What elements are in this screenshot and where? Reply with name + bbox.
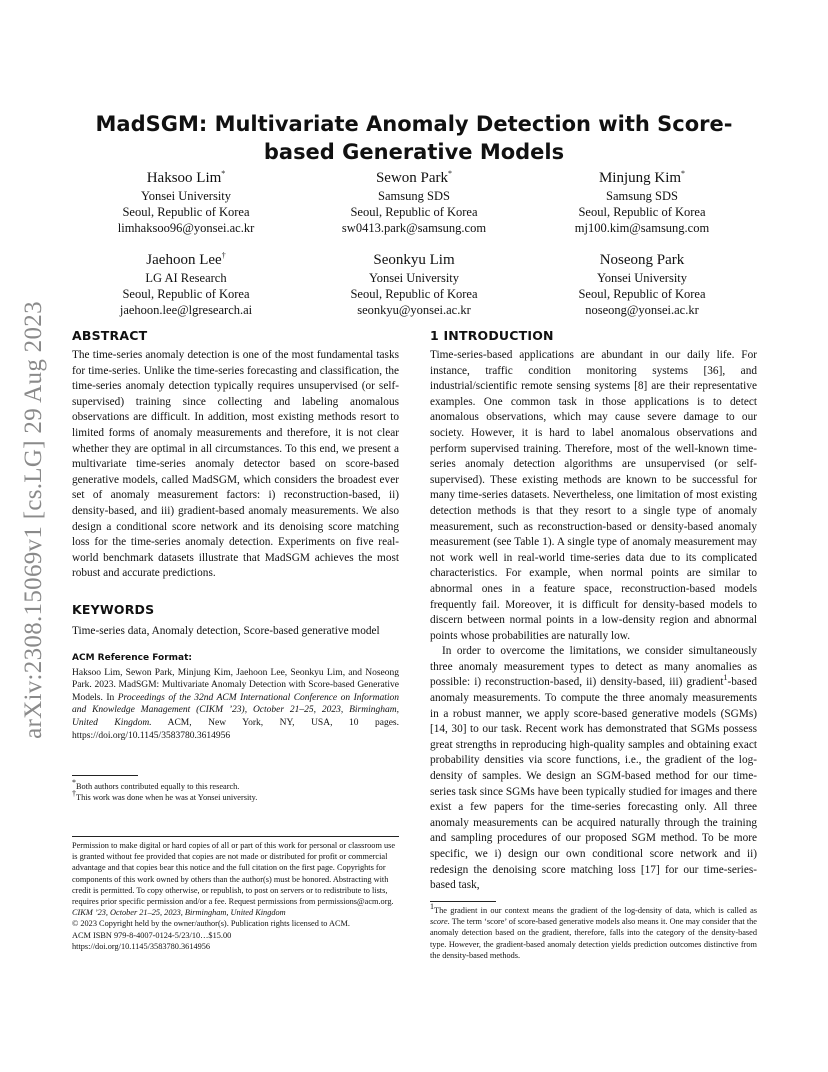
author-notes-rule bbox=[72, 775, 138, 776]
arxiv-id-text: arXiv:2308.15069v1 [cs.LG] 29 Aug 2023 bbox=[20, 301, 47, 739]
abstract-heading: ABSTRACT bbox=[72, 328, 148, 343]
author-name: Seonkyu Lim bbox=[373, 252, 455, 268]
abstract-text: The time-series anomaly detection is one of the most fundamental tasks for time-series. Unlike the time-series forecasting and classification, the time-series anomaly detection typically requires unsupervised (or self-supervised) training since collecting and labeling anomalous observations are difficult. In addition, most existing methods resort to limited forms of anomaly measurements and therefore, it is not clear whether they are optimal in all circumstances. To this end, we present a multivariate time-series anomaly detector based on score-based generative models, called MadSGM, which considers the broadest ever set of anomaly measurement factors: i) reconstruction-based, ii) density-based, and iii) gradient-based anomaly measurements. We also design a conditional score network and its denoising score matching loss for the time-series anomaly detection. Experiments on five real-world benchmark datasets illustrate that MadSGM achieves the most robust and accurate predictions. bbox=[72, 349, 399, 580]
author-mark: † bbox=[221, 251, 226, 260]
footnote-ref[interactable]: 1 bbox=[723, 673, 728, 683]
author-mark: * bbox=[681, 169, 686, 178]
keywords-heading: KEYWORDS bbox=[72, 602, 155, 617]
footnote-text: $^1$The gradient in our context means the gradient of the log-density of data, which is called as score. The term ‘score’ of score-based generative models also means it. One may consider that the anomaly detection based on the gradient, therefore, falls into the category of the density-based type. However, the gradient-based anomaly detection yields prediction outcomes distinctive from the density-based methods. bbox=[430, 902, 757, 960]
author-block bbox=[72, 250, 300, 319]
permission-text: Permission to make digital or hard copies of all or part of this work for personal or classroom use is granted without fee provided that copies are not made or distributed for profit or commercial advantage and that copies bear this notice and the full citation on the first page. Copyrights for components of this work owned by others than the author(s) must be honored. Abstracting with credit is permitted. To copy otherwise, or republish, to post on servers or to redistribute to lists, requires prior specific permission and/or a fee. Request permissions from permissions@acm.org. bbox=[72, 841, 396, 907]
abstract-section bbox=[72, 328, 399, 582]
footnote-1 bbox=[430, 902, 757, 961]
author-affiliation: Yonsei University bbox=[368, 271, 460, 285]
author-email[interactable]: mj100.kim@samsung.com bbox=[574, 221, 710, 236]
permission-rule bbox=[72, 836, 399, 837]
author-affiliation: Samsung SDS bbox=[378, 189, 450, 203]
permission-copyright: © 2023 Copyright held by the owner/author(s). Publication rights licensed to ACM. bbox=[72, 919, 350, 929]
reference-format-text: Haksoo Lim, Sewon Park, Minjung Kim, Jaehoon Lee, Seonkyu Lim, and Noseong Park. 2023. MadSGM: Multivariate Anomaly Detection with Score-based Generative Models. In Proceedings of the 32nd ACM International Conference on Information and Knowledge Management (CIKM ’23), October 21–25, 2023, Birmingham, United Kingdom. ACM, New York, NY, USA, 10 pages. https://doi.org/10.1145/3583780.3614956 bbox=[72, 667, 399, 741]
author-location: Seoul, Republic of Korea bbox=[122, 287, 250, 302]
author-row-1 bbox=[72, 168, 756, 237]
permission-isbn: ACM ISBN 979-8-4007-0124-5/23/10…$15.00 bbox=[72, 930, 232, 940]
author-affiliation: Samsung SDS bbox=[606, 189, 678, 203]
author-name: Minjung Kim* bbox=[598, 169, 686, 186]
author-mark: * bbox=[221, 169, 226, 178]
reference-format-heading: ACM Reference Format: bbox=[72, 653, 192, 663]
author-name: Noseong Park bbox=[599, 252, 685, 268]
introduction-paragraph-1: Time-series-based applications are abundant in our daily life. For instance, traffic condition monitoring systems [36], and industrial/scientific remote sensing systems [8] are their representative examples. One common task in those applications is to detect anomalous observations, which may cause severe damage to our society. However, it is hard to label anomalous observations and perform supervised training. Therefore, most of the well-known time-series anomaly detection algorithms are unsupervised (or self-supervised). These existing methods are known to be successful for many time-series datasets. Nevertheless, one limitation of most existing detection methods is that they resort to a single type of anomaly measurement, such as reconstruction-based or density-based anomaly measurement (see Table 1). A single type of anomaly measurement may not work well in real-world time-series data due to its complicated characteristics. For example, when normal points are similar to abnormal ones in a feature space, reconstruction-based models frequently fail. Moreover, it is difficult for density-based models to discern between normal points in a low-density region and abnormal points whose probabilities are naturally low. bbox=[430, 349, 757, 642]
author-block bbox=[528, 168, 756, 237]
author-block bbox=[72, 168, 300, 237]
footnote-rule bbox=[430, 901, 496, 902]
arxiv-watermark bbox=[14, 280, 54, 760]
author-note: †This work was done when he was at Yonsei university. bbox=[72, 789, 258, 803]
author-affiliation: Yonsei University bbox=[596, 271, 688, 285]
introduction-heading: 1 INTRODUCTION bbox=[430, 328, 554, 343]
author-row-2 bbox=[72, 250, 756, 319]
author-name: Sewon Park* bbox=[375, 169, 453, 186]
author-email[interactable]: seonkyu@yonsei.ac.kr bbox=[357, 303, 471, 318]
author-email[interactable]: noseong@yonsei.ac.kr bbox=[585, 303, 699, 318]
author-email[interactable]: sw0413.park@samsung.com bbox=[341, 221, 487, 236]
author-block bbox=[300, 168, 528, 237]
author-location: Seoul, Republic of Korea bbox=[578, 287, 706, 302]
author-affiliation: LG AI Research bbox=[145, 271, 227, 285]
author-email[interactable]: jaehoon.lee@lgresearch.ai bbox=[119, 303, 253, 318]
author-location: Seoul, Republic of Korea bbox=[350, 205, 478, 220]
author-location: Seoul, Republic of Korea bbox=[350, 287, 478, 302]
author-location: Seoul, Republic of Korea bbox=[122, 205, 250, 220]
author-note: *Both authors contributed equally to this research. bbox=[72, 778, 240, 791]
author-affiliation: Yonsei University bbox=[140, 189, 232, 203]
paper-title: MadSGM: Multivariate Anomaly Detection with Score-based Generative Models bbox=[95, 112, 733, 164]
keywords-text: Time-series data, Anomaly detection, Score-based generative model bbox=[72, 625, 380, 637]
permission-doi[interactable]: https://doi.org/10.1145/3583780.3614956 bbox=[72, 941, 211, 951]
author-name: Haksoo Lim* bbox=[146, 169, 226, 186]
introduction-section bbox=[430, 328, 757, 894]
author-block bbox=[528, 250, 756, 319]
author-notes bbox=[72, 778, 399, 803]
keywords-section bbox=[72, 602, 399, 640]
introduction-paragraph-2: In order to overcome the limitations, we consider simultaneously three anomaly measurement types to detect as many anomalies as possible: i) reconstruction-based, ii) density-based, iii) gradient$^1$-based anomaly measurements. To compute the three anomaly measurements in a robust manner, we apply score-based generative models (SGMs) [14, 30] to our task. Recent work has demonstrated that SGMs possess great strengths in reproducing high-quality samples and obtaining exact probability densities via score functions, i.e., the gradient of the log-density of samples. We design an SGM-based method for our time-series task since SGMs have been typically studied for images and there exist a few papers for the time-series forecasting only. All three anomaly measurements can be acquired naturally through the training and sampling procedures of our proposed SGM method. To be more specific, we i) design our own conditional score network and ii) redesign the denoising score matching loss [17] for our time-series-based task, bbox=[430, 645, 757, 892]
reference-format-section bbox=[72, 652, 399, 742]
permission-venue: CIKM ’23, October 21–25, 2023, Birmingham, United Kingdom bbox=[72, 908, 286, 918]
author-block bbox=[300, 250, 528, 319]
author-location: Seoul, Republic of Korea bbox=[578, 205, 706, 220]
author-name: Jaehoon Lee† bbox=[146, 251, 226, 268]
author-email[interactable]: limhaksoo96@yonsei.ac.kr bbox=[117, 221, 255, 236]
author-mark: * bbox=[448, 169, 453, 178]
permission-block bbox=[72, 840, 399, 952]
